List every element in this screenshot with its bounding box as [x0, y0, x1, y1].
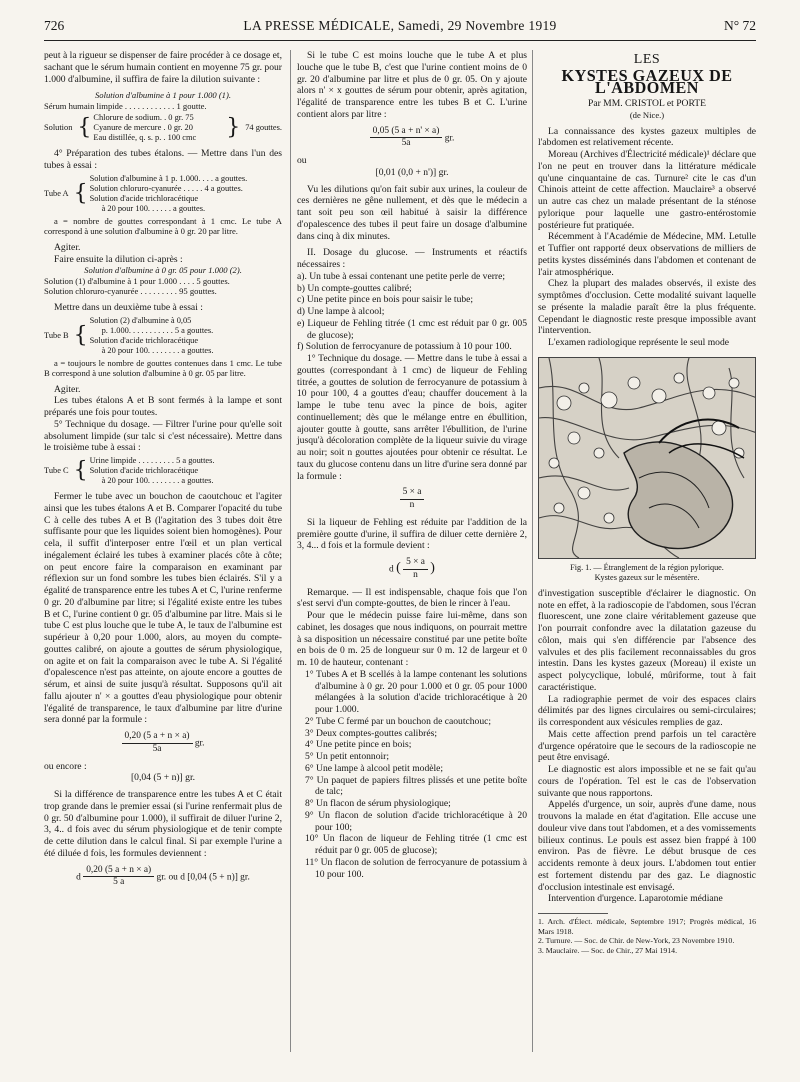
list-item: 3° Deux comptes-gouttes calibrés;: [305, 727, 437, 739]
formula-denominator: n: [409, 500, 415, 510]
paragraph: d'investigation susceptible d'éclairer le diagnostic. On note en effet, à la radioscopie de l'abdomen, sous l'écran fluorescent, une zone claire véritablement gazeuse que l'on pourrait confondre avec la dilatation gazeuse du côlon, mais qui s'en différencie par l'absence des valvules et des plis facilement reconnaissables du gros intestin. Dans les kystes gazeux (Moreau) il existe un aspect polycyclique, lobulé, mûriforme, tout à fait caractéristique.: [538, 587, 756, 693]
article-kicker: LES: [633, 52, 661, 67]
list-item: 10° Un flacon de liqueur de Fehling titrée (1 cmc est réduit par 0 gr. 005 de glucose);: [305, 833, 527, 856]
formula-numerator: 0,20 (5 a + n × a): [83, 865, 154, 878]
list-item: a). Un tube à essai contenant une petite perle de verre;: [297, 270, 506, 282]
paragraph: Mais cette affection prend parfois un tel caractère d'urgence opératoire que le secours de la radioscopie ne peut être envisagé.: [538, 728, 756, 764]
remark: Remarque. — Il est indispensable, chaque fois que l'on s'est servi d'un compte-gouttes, de bien le rincer à l'eau.: [297, 586, 527, 610]
section-heading: 5° Technique du dosage. — Filtrer l'urine pour qu'elle soit absolument limpide (sur talc si c'est nécessaire). Mettre dans le troisième tube à essai :: [44, 418, 282, 454]
formula-numerator: 0,05 (5 a + n' × a): [370, 126, 443, 139]
list-item: f) Solution de ferrocyanure de potassium à 10 pour 100.: [297, 341, 512, 353]
formula-denominator: 5 a: [113, 877, 125, 888]
paragraph: 1° Technique du dosage. — Mettre dans le tube à essai a gouttes (correspondant à 1 cmc) de liqueur de Fehling titrée, a gouttes de solution de ferrocyanure de potassium à 10 pour 100, 4 a gouttes d'eau; chauffer doucement à la lampe le tube tenu avec la pince de bois, agiter continuellement; dès que le mélange entre en ébullition, ajouter goutte à goutte, sans arrêter l'ébullition, de l'urine jusqu'à décoloration complète de la liqueur suivie du virage au noir; soit n gouttes ajoutées pour obtenir ce résultat. Le taux du glucose contenu dans un litre d'urine sera donné par la formule :: [297, 353, 527, 482]
recipe-line: Chlorure de sodium. . 0 gr. 75: [93, 113, 194, 123]
paragraph: Vu les dilutions qu'on fait subir aux urines, la couleur de ces dernières ne gêne nullement, et dès que le médecin a tant soit peu son œil habitué à saisir la différence d'opalescence des tubes il peut faire un dosage d'albumine dans cinq à dix minutes.: [297, 183, 527, 242]
column-separator: [290, 50, 291, 1052]
figure-caption: Fig. 1. — Étranglement de la région pylorique.: [570, 562, 724, 572]
recipe-line: Solution d'albumine à 1 p. 1.000. . . . a gouttes.: [89, 173, 248, 183]
figure-caption: Kystes gazeux sur le mésentère.: [594, 572, 700, 582]
recipe-line: Solution d'acide trichloracétique: [89, 466, 199, 475]
list-item: b) Un compte-gouttes calibré;: [297, 282, 412, 294]
recipe-line: Solution d'acide trichloracétique: [89, 193, 199, 203]
brace-label: Tube A: [44, 188, 69, 198]
paragraph: ou encore :: [44, 760, 87, 772]
formula-line: Solution chloruro-cyanurée . . . . . . . . . 95 gouttes.: [44, 286, 217, 297]
list-item: 4° Une petite pince en bois;: [305, 739, 412, 751]
column-1: [44, 50, 282, 894]
brace-label: Tube B: [44, 330, 69, 340]
paragraph: Moreau (Archives d'Électricité médicale)¹ déclare que l'on ne peut en trouver dans la littérature médicale qu'une cinquantaine de cas. Turnure² cite le cas d'un Chinois atteint de cette affection. Mauclaire³ a observé un autre cas chez un malade présentant de la sténose pylorique pour laquelle une gastro-entérostomie postérieure fut pratiquée.: [538, 149, 756, 231]
formula-numerator: 5 × a: [403, 557, 428, 570]
column-2: [297, 50, 527, 880]
paragraph: L'examen radiologique représente le seul mode: [548, 337, 730, 348]
header-rule: [44, 40, 756, 41]
solution-recipe: Solution { Chlorure de sodium. . 0 gr. 75 Cyanure de mercure . 0 gr. 20 Eau distillée, q. s. p. . 100 cmc } 74 gouttes.: [44, 113, 282, 143]
brace-label: Solution: [44, 123, 73, 133]
section-heading: 4° Préparation des tubes étalons. — Mettre dans l'un des tubes à essai :: [44, 148, 282, 171]
formula: [0,04 (5 + n)] gr.: [130, 772, 196, 784]
list-item: 5° Un petit entonnoir;: [305, 751, 390, 762]
paragraph: ou: [297, 155, 307, 166]
figure-illustration: [538, 357, 756, 559]
recipe-line: à 20 pour 100. . . . . . a gouttes.: [101, 203, 206, 213]
column-3: [538, 50, 756, 955]
tube-c-recipe: Tube C { Urine limpide . . . . . . . . . 5 a gouttes. Solution d'acide trichloracétique à 20 pour 100. . . . . . . . a gouttes.: [44, 456, 282, 486]
formula: d $\frac{0,20 (5 a + n \times a)}{5 a}$ gr. ou d [0,04 (5 + n)] gr.: [76, 864, 250, 888]
paragraph: Les tubes étalons A et B sont fermés à la lampe et sont préparés une fois pour toutes.: [44, 395, 282, 418]
tube-a-recipe: Tube A { Solution d'albumine à 1 p. 1.000. . . . a gouttes. Solution chloruro-cyanurée . . . . . 4 a gouttes. Solution d'acide trichloracétique à 20 pour 100. . . . . . a gouttes.: [44, 174, 282, 214]
recipe-line: Cyanure de mercure . 0 gr. 20: [93, 123, 193, 133]
formula: [297, 487, 527, 512]
footnote: 2. Turnure. — Soc. de Chir. de New-York, 23 Novembre 1910.: [538, 936, 735, 946]
page-number: 726: [44, 18, 65, 33]
paragraph: La connaissance des kystes gazeux multiples de l'abdomen est relativement récente.: [538, 125, 756, 149]
journal-title: LA PRESSE MÉDICALE, Samedi, 29 Novembre 1919: [243, 18, 557, 33]
recipe-line: Solution chloruro-cyanurée . . . . . 4 a gouttes.: [89, 183, 243, 193]
formula: d ( $\frac{5 \times a}{n}$ ): [389, 557, 435, 580]
tube-b-recipe: Tube B { Solution (2) d'albumine à 0,05 p. 1.000. . . . . . . . . . . 5 a gouttes. Solution d'acide trichloracétique à 20 pour 100. . . . . . . . a gouttes.: [44, 316, 282, 356]
formula-numerator: 5 × a: [400, 487, 425, 500]
list-item: 7° Un paquet de papiers filtres plissés et une petite boîte de talc;: [305, 774, 527, 798]
recipe-line: Eau distillée, q. s. p. . 100 cmc: [93, 133, 197, 143]
list-item: c) Une petite pince en bois pour saisir le tube;: [297, 294, 474, 306]
formula-denominator: 5a: [401, 138, 411, 149]
paragraph: La radiographie permet de voir des espaces clairs délimités par des lignes circulaires ou semi-circulaires; ils correspondent aux vésicules remplies de gaz.: [538, 693, 756, 728]
formula-denominator: n: [413, 569, 418, 580]
paragraph: Récemment à l'Académie de Médecine, MM. Letulle et Tuffier ont rapporté deux observations de milliers de petits kystes disséminés dans l'abdomen et contenant de l'air atmosphérique.: [538, 231, 756, 278]
list-item: 6° Une lampe à alcool petit modèle;: [305, 762, 444, 774]
article-title: KYSTES GAZEUX DE L'ABDOMEN: [561, 65, 733, 97]
recipe-amount: 74 gouttes.: [245, 123, 282, 133]
footnote-rule: [538, 913, 608, 914]
note: a = nombre de gouttes correspondant à 1 cmc. Le tube A correspond à une solution d'albumine à 0 gr. 20 par litre.: [44, 215, 282, 237]
list-item: 9° Un flacon de solution d'acide trichloracétique à 20 pour 100;: [305, 809, 527, 833]
brace-label: Tube C: [44, 466, 69, 475]
footnote: 1. Arch. d'Élect. médicale, Septembre 1917; Progrès médical, 16 Mars 1918.: [538, 917, 756, 936]
list-item: 2° Tube C fermé par un bouchon de caoutchouc;: [305, 715, 492, 727]
paragraph: Appelés d'urgence, un soir, auprès d'une dame, nous trouvons la malade en état d'agitation. Elle accuse une douleur vive dans tout l'abdomen, et a des vomissements bilieux continus. Le pouls est assez bien frappé à 100 environ. Pas de fièvre. Le début brusque de ces accidents remonte à deux jours. L'abdomen tout entier est fortement distendu par des gaz. Le diagnostic d'occlusion intestinale est envisagé.: [538, 799, 756, 893]
paragraph: Intervention d'urgence. Laparotomie médiane: [548, 893, 723, 905]
paragraph: Fermer le tube avec un bouchon de caoutchouc et l'agiter ainsi que les tubes étalons A et B. Comparer l'opacité du tube C à celle des tubes A et B (l'agitation des 3 tubes doit être suffisante pour que les liquides soient bien homogènes). Pour cela, il suffit d'interposer entre l'œil et un plan vertical inégalement éclairé les tubes à examiner placés côte à côte; on peut encore faire la comparaison en examinant par réflexion sur un fond sombre les tubes bien éclairés. S'il y a égalité de transparence entre les tubes A et C, l'urine renferme 0 gr. 20 d'albumine par litre; si l'égalité existe entre les tubes B et C, l'urine contient 0 gr. 05 d'albumine par litre. Mais si le tube C est plus louche que le tube A, le taux de l'albumine est supérieur à 0,20 pour 1.000, alors, au moyen du compte-gouttes calibré, on ajoute a gouttes de sérum physiologique, on agite et on fait la comparaison avec le tube A. Si l'égalité d'opalescence n'est pas atteinte, on ajoute encore a gouttes de sérum, et ainsi de suite jusqu'à résultat. Supposons qu'il ait fallu ajouter n' × a gouttes d'eau physiologique pour obtenir l'égalité de transparence, le taux d'albumine par litre d'urine sera donné par la formule :: [44, 491, 282, 726]
article-authors: Par MM. CRISTOL et PORTE: [587, 98, 707, 110]
footnote: 3. Mauclaire. — Soc. de Chir., 27 Mai 1914.: [538, 945, 678, 955]
formula-line: Solution (1) d'albumine à 1 pour 1.000 . . . . 5 gouttes.: [44, 275, 230, 286]
formula-numerator: 0,20 (5 a + n × a): [122, 731, 193, 744]
formula: $\frac{0,05 (5 a + n' \times a)}{5a}$ gr.: [297, 126, 527, 151]
formula: [0,01 (0,0 + n')] gr.: [375, 166, 449, 178]
recipe-line: Urine limpide . . . . . . . . . 5 a gouttes.: [89, 456, 215, 465]
note: a = toujours le nombre de gouttes contenues dans 1 cmc. Le tube B correspond à une solution d'albumine à 0 gr. 05 par litre.: [44, 357, 282, 378]
article-place: (de Nice.): [629, 110, 665, 120]
paragraph: Pour que le médecin puisse faire lui-même, dans son cabinet, les dosages que nous indiquons, on pourrait mettre à sa disposition un nécessaire constitué par une petite boîte en bois de 0 m. 25 de longueur sur 0 m. 12 de largeur et 0 m. 10 de hauteur, contenant :: [297, 610, 527, 668]
paragraph: Mettre dans un deuxième tube à essai :: [54, 301, 203, 313]
paragraph: Si la liqueur de Fehling est réduite par l'addition de la première goutte d'urine, il suffira de diluer cette dernière 2, 3, 4... d fois et la formule devient :: [297, 516, 527, 552]
reagent-list: [297, 271, 527, 353]
formula: [44, 731, 282, 756]
formula-unit: gr.: [194, 738, 205, 749]
solution-title: Solution d'albumine à 0 gr. 05 pour 1.000 (2).: [84, 265, 242, 276]
anatomical-illustration: [539, 358, 756, 558]
list-item: e) Liqueur de Fehling titrée (1 cmc est réduit par 0 gr. 005 de glucose);: [297, 317, 527, 341]
list-item: d) Une lampe à alcool;: [297, 306, 385, 317]
recipe-line: Solution d'acide trichloracétique: [89, 335, 199, 345]
kit-list: [297, 669, 527, 881]
list-item: 11° Un flacon de solution de ferrocyanure de potassium à 10 pour 100.: [305, 856, 527, 880]
paragraph: Si le tube C est moins louche que le tube A et plus louche que le tube B, c'est que l'urine contient moins de 0 gr. 20 d'albumine par litre et plus de 0 gr. 05. On y ajoute alors n' × x gouttes de sérum pour obtenir, après agitation, l'égalité de transparence entre les tubes B et C. L'urine contient alors par litre :: [297, 50, 527, 120]
recipe-line: à 20 pour 100. . . . . . . . a gouttes.: [101, 345, 214, 355]
recipe-line: p. 1.000. . . . . . . . . . . 5 a gouttes.: [101, 325, 214, 335]
recipe-line: à 20 pour 100. . . . . . . . a gouttes.: [101, 476, 214, 485]
column-separator: [532, 50, 533, 1052]
list-item: 8° Un flacon de sérum physiologique;: [305, 798, 451, 809]
paragraph: Agiter.: [54, 241, 81, 253]
issue-number: N° 72: [723, 18, 756, 33]
page-header: [44, 18, 756, 40]
list-item: 1° Tubes A et B scellés à la lampe contenant les solutions d'albumine à 0 gr. 20 pour 1.000 et 0 gr. 05 pour 1000 mélangées à la solution d'acide trichloracétique à 20 pour 1.000.: [305, 668, 527, 715]
formula-denominator: 5a: [152, 743, 162, 754]
paragraph: Faire ensuite la dilution ci-après :: [54, 253, 183, 265]
solution-title: Solution d'albumine à 1 pour 1.000 (1).: [95, 90, 231, 101]
paragraph: Si la différence de transparence entre les tubes A et C était trop grande dans le premier essai (si l'urine renfermait plus de 0 gr. 50 d'albumine pour 1.000), il suffirait de diluer l'urine 2, 3, 4.. d fois avec du sérum physiologique et de tenir compte de cette dilution dans le calcul final. Si par exemple l'urine a été diluée d fois, les formules deviennent :: [44, 789, 282, 859]
section-heading: II. Dosage du glucose. — Instruments et réactifs nécessaires :: [297, 247, 527, 270]
recipe-line: Solution (2) d'albumine à 0,05: [89, 315, 192, 325]
paragraph: peut à la rigueur se dispenser de faire procéder à ce dosage et, sachant que le sérum humain contient en moyenne 75 gr. pour 1.000 d'albumine, il suffira de faire la dilution suivante :: [44, 50, 282, 85]
paragraph: Chez la plupart des malades observés, il existe des symptômes d'occlusion. Cette modalité suivant laquelle se présente la maladie paraît être la plus fréquente. Cependant le diagnostic reste presque impossible avant l'intervention.: [538, 278, 756, 337]
paragraph: Agiter.: [54, 383, 81, 395]
paragraph: Le diagnostic est alors impossible et ne se fait qu'au cours de l'opération. Tel est le cas de l'observation suivante que nous rapportons.: [538, 764, 756, 799]
formula-line: Sérum humain limpide . . . . . . . . . . . . 1 goutte.: [44, 100, 207, 111]
